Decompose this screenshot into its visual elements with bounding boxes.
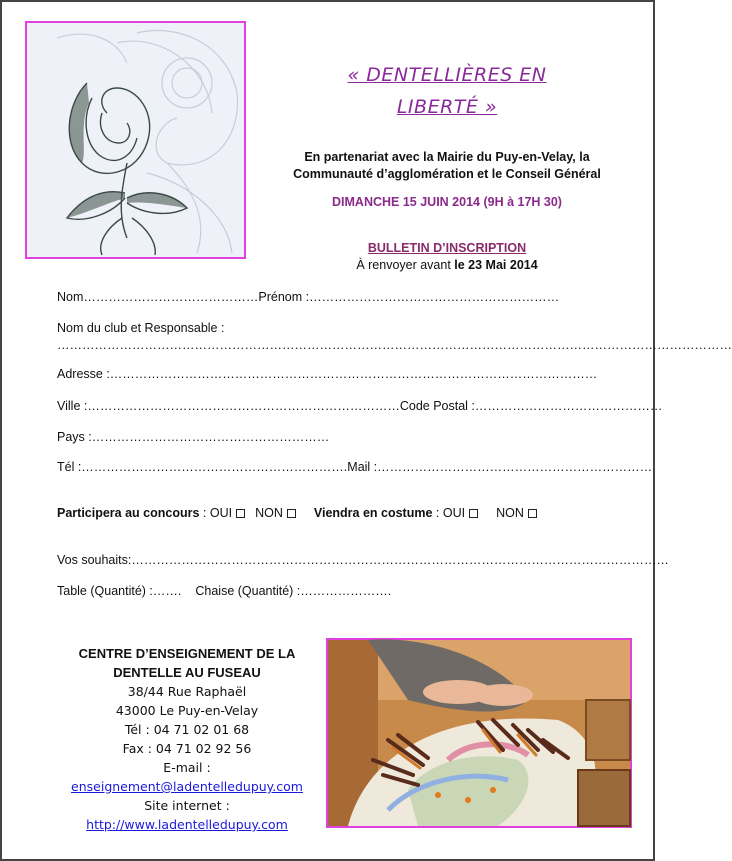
lacemaking-photo	[326, 638, 632, 828]
club-label: Nom du club et Responsable :	[57, 321, 225, 335]
event-date: DIMANCHE 15 JUIN 2014 (9H à 17H 30)	[332, 195, 562, 209]
partnership-line1: En partenariat avec la Mairie du Puy-en-Velay, la	[304, 150, 590, 164]
contact-block	[57, 644, 317, 834]
bulletin-title: BULLETIN D’INSCRIPTION	[367, 241, 527, 255]
org-name-line1: CENTRE D’ENSEIGNEMENT DE LA	[78, 646, 296, 661]
contest-yes-label: : OUI	[199, 506, 233, 520]
phone-number: Tél : 04 71 02 01 68	[124, 722, 250, 737]
costume-label: Viendra en costume	[313, 506, 433, 520]
street-address: 38/44 Rue Raphaël	[127, 684, 247, 699]
address-field[interactable]: Adresse :………………………………………………………………………………………………………	[57, 367, 598, 381]
options-row	[57, 506, 547, 520]
org-name-line2: DENTELLE AU FUSEAU	[113, 665, 261, 680]
city-address: 43000 Le Puy-en-Velay	[115, 703, 259, 718]
table-quantity-field[interactable]: Table (Quantité) :…….	[57, 584, 182, 598]
costume-no-label: NON	[496, 506, 524, 520]
deadline-text	[267, 258, 627, 272]
wishes-field[interactable]: Vos souhaits:…………………………………………………………………………………………………………………	[57, 553, 669, 567]
email-label: E-mail :	[163, 760, 211, 775]
city-postal-field[interactable]: Ville :…………………………………………………………………Code Postal :………………………………………	[57, 399, 663, 413]
website-label: Site internet :	[144, 798, 230, 813]
partnership-text	[267, 149, 627, 183]
costume-yes-checkbox[interactable]	[469, 509, 478, 518]
name-field[interactable]: Nom……………………………………Prénom :……………………………………………………	[57, 290, 560, 304]
deadline-prefix: À renvoyer avant	[356, 258, 455, 272]
partnership-line2: Communauté d’agglomération et le Conseil Général	[293, 167, 601, 181]
costume-yes-label: : OUI	[432, 506, 466, 520]
event-title-line1: « DENTELLIÈRES EN	[347, 64, 547, 86]
deadline-date: le 23 Mai 2014	[454, 258, 538, 272]
contest-yes-checkbox[interactable]	[236, 509, 245, 518]
chair-quantity-field[interactable]: Chaise (Quantité) :………………….	[195, 584, 392, 598]
email-link[interactable]: enseignement@ladentelledupuy.com	[71, 779, 303, 794]
quantities-row	[57, 584, 391, 598]
event-title-line2: LIBERTÉ »	[396, 96, 498, 118]
costume-no-checkbox[interactable]	[528, 509, 537, 518]
contest-no-checkbox[interactable]	[287, 509, 296, 518]
club-field[interactable]: ………………………………………………………………………………………………………………………………………………	[57, 338, 732, 352]
phone-mail-field[interactable]: Tél :……………………………………………………….Mail :…………………………………………………………	[57, 460, 653, 474]
country-field[interactable]: Pays :…………………………………………………	[57, 430, 330, 444]
contest-no-label: NON	[255, 506, 283, 520]
fax-number: Fax : 04 71 02 92 56	[122, 741, 252, 756]
website-link[interactable]: http://www.ladentelledupuy.com	[86, 817, 288, 832]
contest-label: Participera au concours	[57, 506, 200, 520]
lace-illustration	[25, 21, 246, 259]
bulletin-heading	[267, 241, 627, 255]
